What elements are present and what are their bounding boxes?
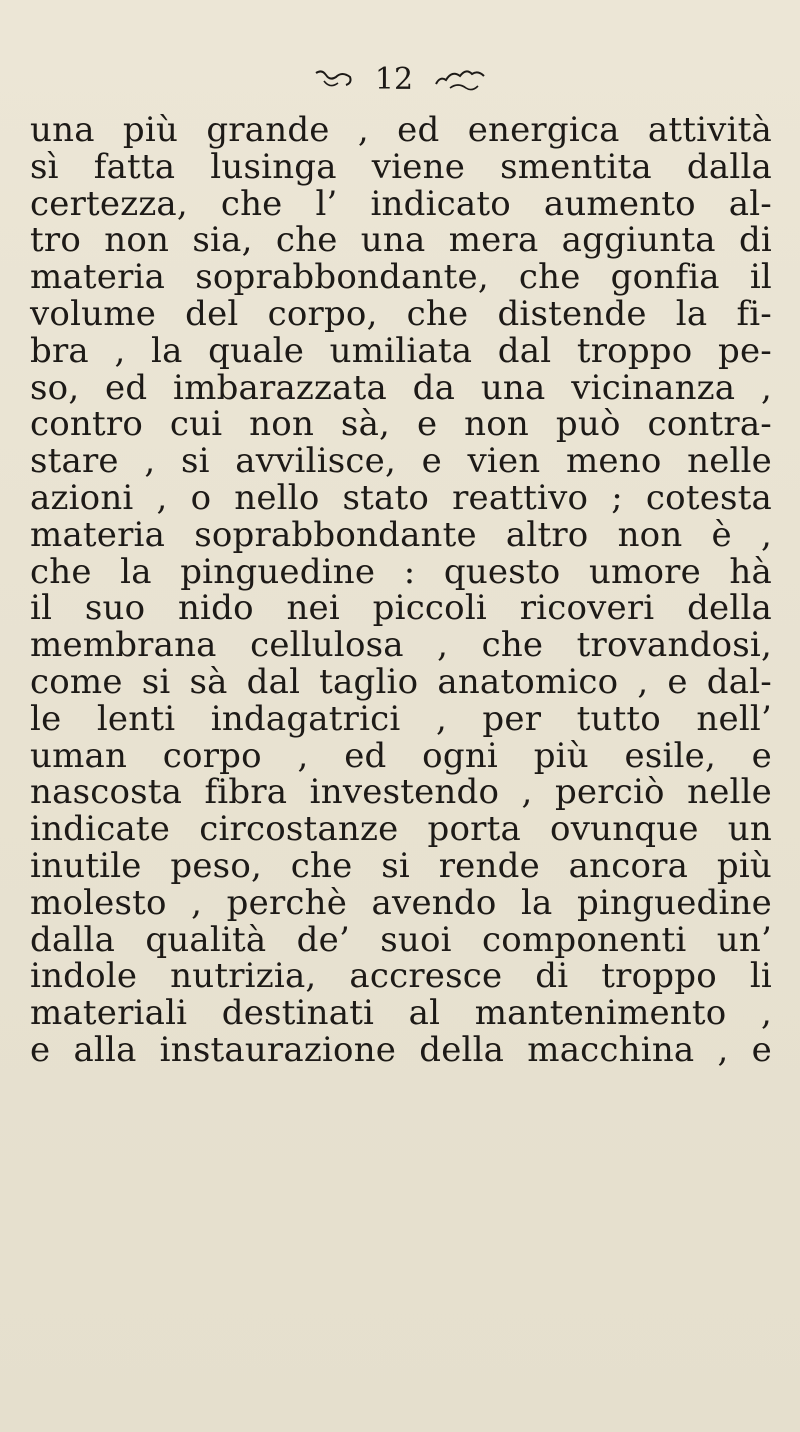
text-line: tro non sia, che una mera aggiunta di <box>30 220 772 261</box>
text-line: molesto , perchè avendo la pinguedine <box>30 882 772 923</box>
text-line: materiali destinati al mantenimento , <box>30 993 772 1034</box>
page-header <box>0 60 800 100</box>
text-line: inutile peso, che si rende ancora più <box>30 845 772 886</box>
text-line: dalla qualità de’ suoi componenti un’ <box>30 919 772 960</box>
text-line: nascosta fibra investendo , perciò nelle <box>30 772 772 813</box>
text-line: stare , si avvilisce, e vien meno nelle <box>30 441 772 482</box>
text-line: membrana cellulosa , che trovandosi, <box>30 625 772 666</box>
text-line: volume del corpo, che distende la fi- <box>30 293 772 334</box>
right-ornament-icon <box>432 66 488 94</box>
text-line: le lenti indagatrici , per tutto nell’ <box>30 698 772 739</box>
text-line: come si sà dal taglio anatomico , e dal- <box>30 661 772 702</box>
text-line: che la pinguedine : questo umore hà <box>30 551 772 592</box>
text-line: so, ed imbarazzata da una vicinanza , <box>30 367 772 408</box>
text-line: il suo nido nei piccoli ricoveri della <box>30 588 772 629</box>
text-line: una più grande , ed energica attività <box>30 110 772 150</box>
text-line: materia soprabbondante, che gonfia il <box>30 257 772 298</box>
text-line: materia soprabbondante altro non è , <box>30 514 772 555</box>
text-line: indole nutrizia, accresce di troppo li <box>30 956 772 997</box>
page-body-text <box>30 112 772 1069</box>
text-line: contro cui non sà, e non può contra- <box>30 404 772 445</box>
text-line: sì fatta lusinga viene smentita dalla <box>30 146 772 187</box>
text-line: uman corpo , ed ogni più esile, e <box>30 735 772 776</box>
page-number: 12 <box>374 62 414 97</box>
text-line: certezza, che l’ indicato aumento al- <box>30 183 772 224</box>
text-line: indicate circostanze porta ovunque un <box>30 809 772 850</box>
text-line: azioni , o nello stato reattivo ; cotesta <box>30 477 772 518</box>
left-ornament-icon <box>312 67 356 93</box>
text-line: bra , la quale umiliata dal troppo pe- <box>30 330 772 371</box>
text-line: e alla instaurazione della macchina , e <box>30 1029 772 1070</box>
